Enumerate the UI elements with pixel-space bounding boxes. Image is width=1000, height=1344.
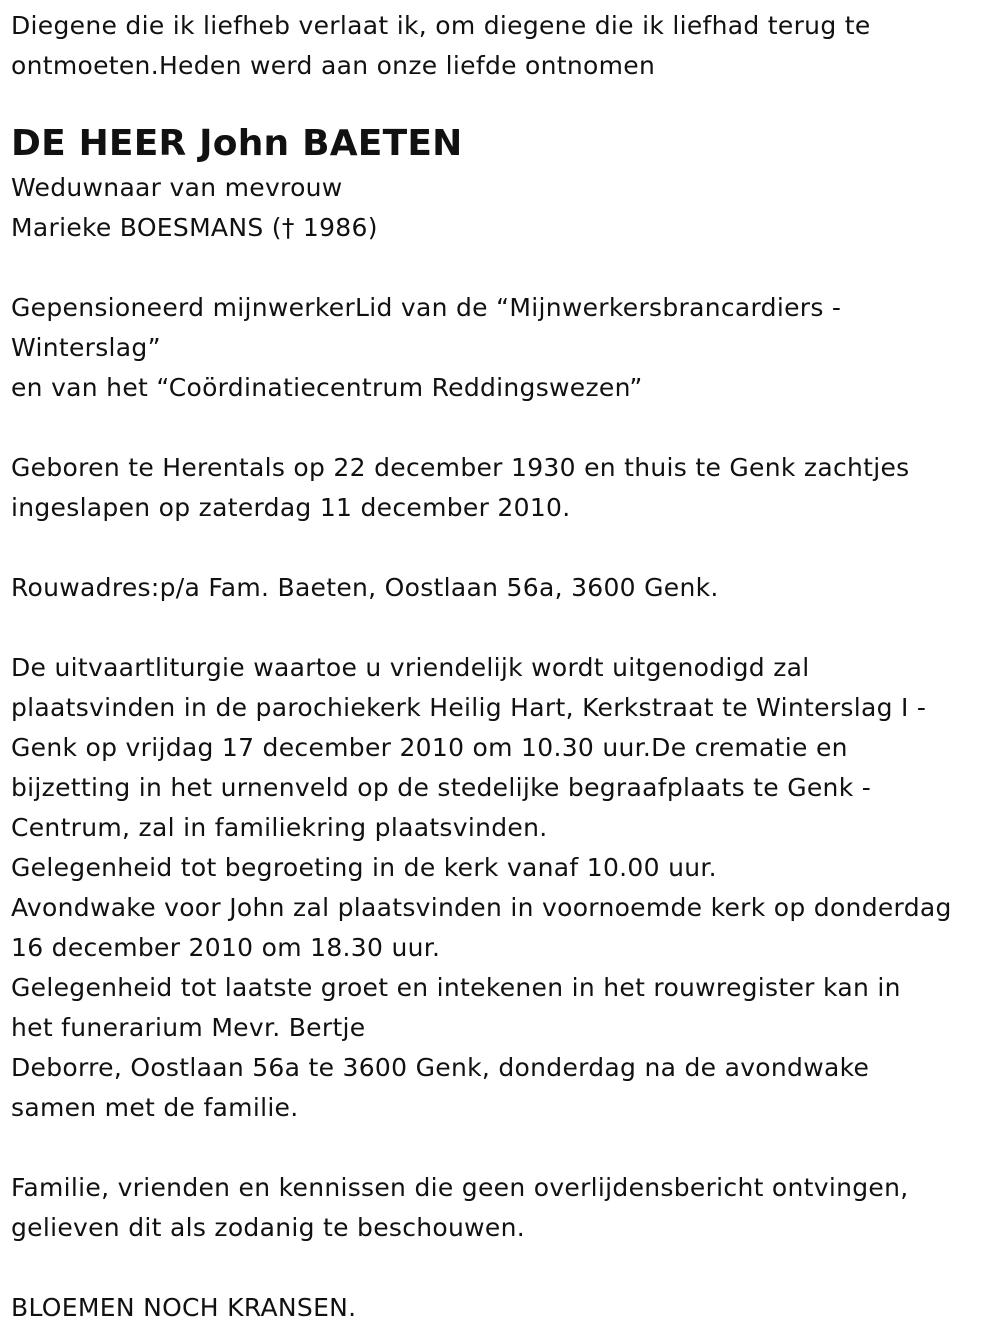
ceremony-line: 16 december 2010 om 18.30 uur. xyxy=(11,933,441,962)
motto-section xyxy=(11,6,991,86)
spouse-line xyxy=(11,208,991,248)
spacer xyxy=(11,1128,991,1168)
ceremony-line: Gelegenheid tot laatste groet en intekenen in het rouwregister kan in xyxy=(11,973,901,1002)
motto-line: Diegene die ik liefheb verlaat ik, om diegene die ik liefhad terug te xyxy=(11,11,871,40)
deceased-name: DE HEER John BAETEN xyxy=(11,123,463,164)
ceremony-line: plaatsvinden in de parochiekerk Heilig Hart, Kerkstraat te Winterslag I - xyxy=(11,693,927,722)
ceremony-line: Deborre, Oostlaan 56a te 3600 Genk, donderdag na de avondwake xyxy=(11,1053,870,1082)
flowers-notice: BLOEMEN NOCH KRANSEN. xyxy=(11,1293,357,1322)
obituary-document xyxy=(11,6,991,1328)
motto-line: ontmoeten.Heden werd aan onze liefde ontnomen xyxy=(11,51,656,80)
notice-section xyxy=(11,1168,991,1248)
birth-death-line: Geboren te Herentals op 22 december 1930 en thuis te Genk zachtjes xyxy=(11,453,910,482)
spacer xyxy=(11,1248,991,1288)
spouse-name: Marieke BOESMANS ( xyxy=(11,213,282,242)
ceremony-line: het funerarium Mevr. Bertje xyxy=(11,1013,366,1042)
ceremony-line: Gelegenheid tot begroeting in de kerk vanaf 10.00 uur. xyxy=(11,853,717,882)
ceremony-line: Centrum, zal in familiekring plaatsvinden. xyxy=(11,813,548,842)
spouse-death-year: 1986) xyxy=(294,213,378,242)
occupation-line: Winterslag” xyxy=(11,333,161,362)
spacer xyxy=(11,528,991,568)
ceremony-line: Avondwake voor John zal plaatsvinden in voornoemde kerk op donderdag xyxy=(11,893,952,922)
spacer xyxy=(11,408,991,448)
ceremony-line: De uitvaartliturgie waartoe u vriendelijk wordt uitgenodigd zal xyxy=(11,653,810,682)
ceremony-line: Genk op vrijdag 17 december 2010 om 10.30 uur.De crematie en xyxy=(11,733,848,762)
ceremony-section xyxy=(11,648,991,1128)
ceremony-line: bijzetting in het urnenveld op de stedelijke begraafplaats te Genk - xyxy=(11,773,872,802)
notice-line: gelieven dit als zodanig te beschouwen. xyxy=(11,1213,525,1242)
spacer xyxy=(11,608,991,648)
mourning-address: Rouwadres:p/a Fam. Baeten, Oostlaan 56a, 3600 Genk. xyxy=(11,573,719,602)
cross-icon: † xyxy=(281,213,295,242)
widower-section xyxy=(11,168,991,248)
spacer xyxy=(11,248,991,288)
widower-line: Weduwnaar van mevrouw xyxy=(11,173,343,202)
birth-death-section xyxy=(11,448,991,528)
occupation-section xyxy=(11,288,991,408)
ceremony-line: samen met de familie. xyxy=(11,1093,299,1122)
occupation-line: Gepensioneerd mijnwerkerLid van de “Mijnwerkersbrancardiers - xyxy=(11,293,842,322)
birth-death-line: ingeslapen op zaterdag 11 december 2010. xyxy=(11,493,571,522)
occupation-line: en van het “Coördinatiecentrum Reddingswezen” xyxy=(11,373,643,402)
notice-line: Familie, vrienden en kennissen die geen overlijdensbericht ontvingen, xyxy=(11,1173,909,1202)
